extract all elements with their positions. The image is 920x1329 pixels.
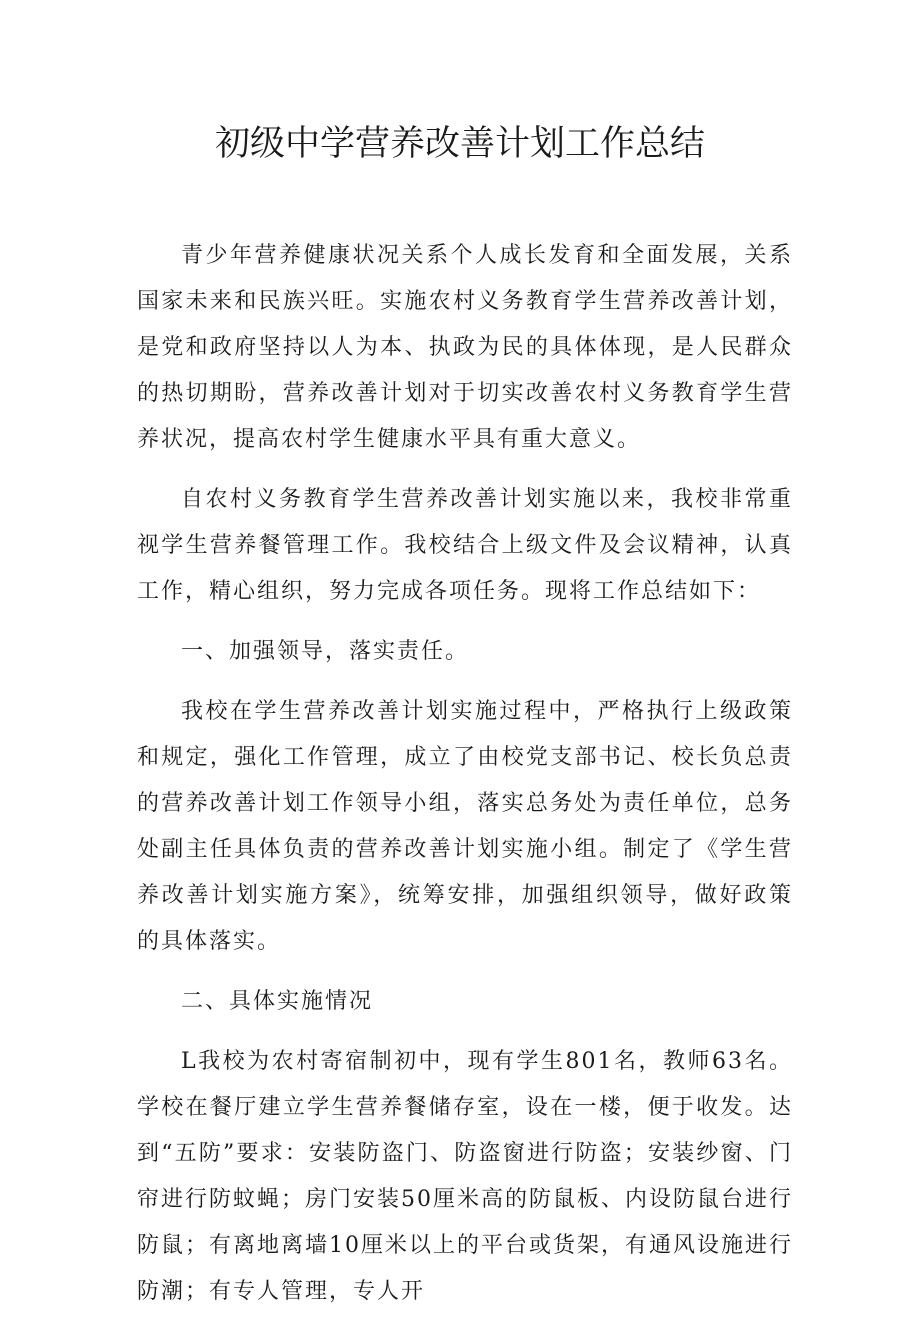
paragraph-leadership: 我校在学生营养改善计划实施过程中，严格执行上级政策和规定，强化工作管理，成立了由校党支部书记、校长负总责的营养改善计划工作领导小组，落实总务处为责任单位，总务处副主任具体负责的营养改善计划实施小组。制定了《学生营养改善计划实施方案》，统筹安排，加强组织领导，做好政策的具体落实。 — [137, 699, 793, 954]
paragraph-overview: 自农村义务教育学生营养改善计划实施以来，我校非常重视学生营养餐管理工作。我校结合上级文件及会议精神，认真工作，精心组织，努力完成各项任务。现将工作总结如下： — [137, 487, 793, 604]
document-body — [137, 233, 793, 1329]
paragraph-intro: 青少年营养健康状况关系个人成长发育和全面发展，关系国家未来和民族兴旺。实施农村义务教育学生营养改善计划，是党和政府坚持以人为本、执政为民的具体体现，是人民群众的热切期盼，营养改善计划对于切实改善农村义务教育学生营养状况，提高农村学生健康水平具有重大意义。 — [137, 243, 793, 452]
section-heading-2: 二、具体实施情况 — [181, 989, 374, 1014]
paragraph-implementation: L我校为农村寄宿制初中，现有学生801名，教师63名。学校在餐厅建立学生营养餐储存室，设在一楼，便于收发。达到“五防”要求：安装防盗门、防盗窗进行防盗；安装纱窗、门帘进行防蚊蝇；房门安装50厘米高的防鼠板、内设防鼠台进行防鼠；有离地离墙10厘米以上的平台或货架，有通风设施进行防潮；有专人管理，专人开 — [137, 1049, 793, 1304]
section-heading-1: 一、加强领导，落实责任。 — [181, 639, 470, 664]
document-title: 初级中学营养改善计划工作总结 — [214, 124, 705, 164]
